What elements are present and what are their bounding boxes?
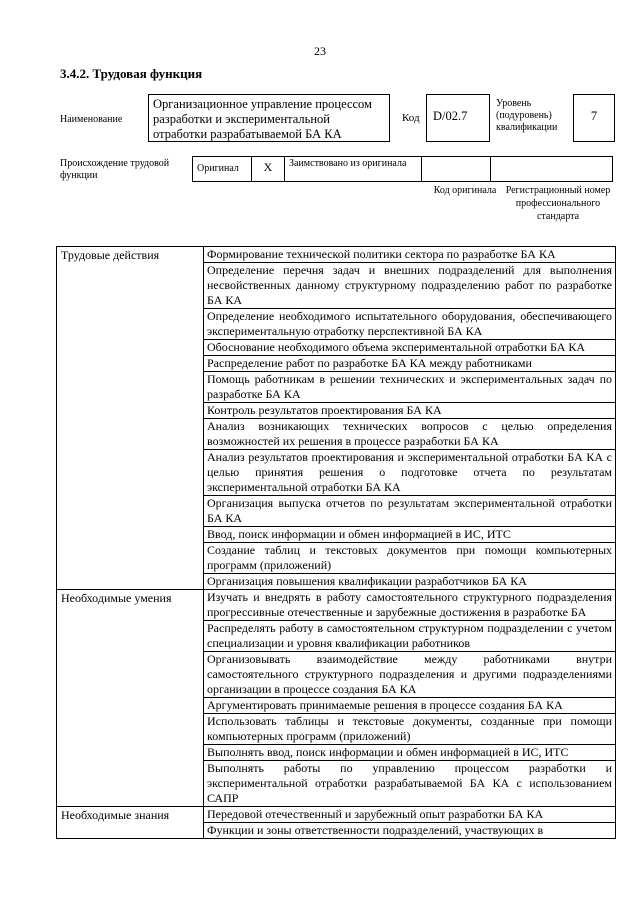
section-item: Распределение работ по разработке БА КА между работниками [204, 356, 616, 372]
section-title: Трудовые действия [57, 247, 204, 590]
labor-function-table [56, 246, 616, 839]
section-item: Помощь работникам в решении технических и экспериментальных задач по разработке БА КА [204, 372, 616, 403]
section-item: Определение необходимого испытательного оборудования, обеспечивающего экспериментальную отработку перспективной БА КА [204, 309, 616, 340]
section-item: Организация выпуска отчетов по результатам экспериментальной отработки БА КА [204, 496, 616, 527]
section-item: Аргументировать принимаемые решения в процессе создания БА КА [204, 698, 616, 714]
page-number: 23 [314, 44, 326, 58]
section-title: Необходимые умения [57, 590, 204, 807]
code-label: Код [402, 112, 420, 124]
table-row [57, 247, 616, 263]
code-caption: Код оригинала [433, 185, 497, 196]
section-item: Изучать и внедрять в работу самостоятельного структурного подразделения прогрессивные отечественные и зарубежные достижения в разработке БА [204, 590, 616, 621]
section-item: Организация повышения квалификации разработчиков БА КА [204, 574, 616, 590]
section-item: Использовать таблицы и текстовые документы, созданные при помощи компьютерных программ (приложений) [204, 714, 616, 745]
section-item: Передовой отечественный и зарубежный опыт разработки БА КА [204, 807, 616, 823]
section-item: Определение перечня задач и внешних подразделений для выполнения несвойственных данному структурному подразделению работ по разработке БА КА [204, 263, 616, 309]
level-label: Уровень (подуровень) квалификации [496, 98, 558, 133]
table-row [57, 590, 616, 621]
origin-row [192, 156, 616, 182]
original-code-cell [421, 156, 491, 182]
section-title: Необходимые знания [57, 807, 204, 839]
registration-number-cell [490, 156, 613, 182]
registration-caption: Регистрационный номер профессионального стандарта [505, 185, 611, 222]
original-mark: X [251, 156, 285, 182]
original-label: Оригинал [192, 156, 252, 182]
section-item: Выполнять ввод, поиск информации и обмен информацией в ИС, ИТС [204, 745, 616, 761]
name-label: Наименование [60, 114, 123, 125]
section-item: Создание таблиц и текстовых документов при помощи компьютерных программ (приложений) [204, 543, 616, 574]
section-item: Обоснование необходимого объема экспериментальной отработки БА КА [204, 340, 616, 356]
section-item: Функции и зоны ответственности подразделений, участвующих в [204, 823, 616, 839]
section-item: Распределять работу в самостоятельном структурном подразделении с учетом специализации и уровня квалификации работников [204, 621, 616, 652]
section-item: Анализ возникающих технических вопросов с целью определения возможностей их решения в процессе разработки БА КА [204, 419, 616, 450]
section-heading: 3.4.2. Трудовая функция [60, 66, 203, 81]
level-value: 7 [573, 94, 615, 142]
name-value: Организационное управление процессом разработки и экспериментальной отработки разрабатываемой БА КА [148, 94, 390, 142]
section-item: Анализ результатов проектирования и экспериментальной отработки БА КА с целью принятия решения о подготовке отчета по результатам экспериментальной отработки БА КА [204, 450, 616, 496]
borrowed-label: Заимствовано из оригинала [284, 156, 422, 182]
section-item: Организовывать взаимодействие между работниками внутри самостоятельного структурного подразделения и другими подразделениями организации в процессе создания БА КА [204, 652, 616, 698]
page-bottom [0, 870, 640, 905]
section-item: Выполнять работы по управлению процессом разработки и экспериментальной отработки разрабатываемой БА КА с использованием САПР [204, 761, 616, 807]
section-item: Формирование технической политики сектора по разработке БА КА [204, 247, 616, 263]
table-row [57, 807, 616, 823]
section-item: Контроль результатов проектирования БА КА [204, 403, 616, 419]
origin-label: Происхождение трудовой функции [60, 158, 170, 181]
section-item: Ввод, поиск информации и обмен информацией в ИС, ИТС [204, 527, 616, 543]
code-value: D/02.7 [426, 94, 490, 142]
